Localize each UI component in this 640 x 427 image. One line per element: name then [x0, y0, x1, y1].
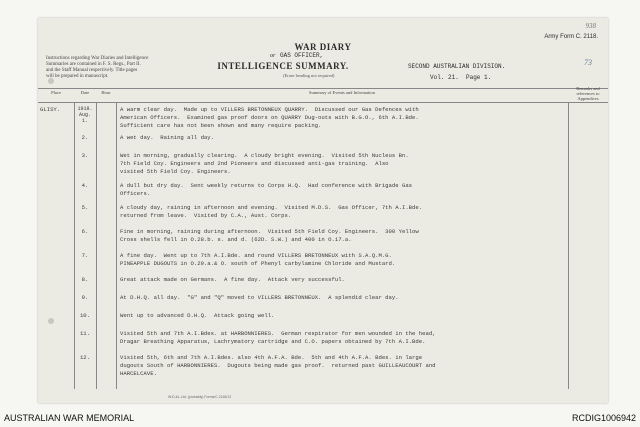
entry-date: 12.: [79, 354, 91, 361]
column-header-remarks: Remarks and references to Appendices: [576, 86, 600, 101]
entry-date: 8.: [81, 276, 89, 283]
diary-sheet: [38, 18, 608, 403]
entry-text: Visited 5th, 6th and 7th A.I.Bdes. also 4th A.F.A. Bde. 5th and 4th A.F.A. Bdes. in large dugouts South of HARBONNIERES. Dugouts being made gas proof. returned past GUILLEAUCOURT and HARCELCAVE.: [120, 354, 436, 377]
entry-text: A dull but dry day. Sent weekly returns to Corps H.Q. Had conference with Brigade Gas Officers.: [120, 182, 413, 197]
column-divider: [74, 102, 75, 389]
entry-text: Fine in morning, raining during afternoon. Visited 5th Field Coy. Engineers. 300 Yellow Cross shells fell in O.28.b. s. and d. (62D. S.W.) and 400 in O.17.a.: [120, 228, 419, 243]
column-header-hour: Hour: [101, 90, 111, 95]
column-divider: [568, 102, 569, 389]
instructions-line: and the Staff Manual respectively. Title pages: [46, 68, 138, 73]
entry-text: A fine day. Went up to 7th A.I.Bde. and round VILLERS BRETONNEUX with S.A.Q.M.G. PINEAPPLE DUGOUTS in O.29.a.& O. south of Phenyl carbylamine Chloride and Mustard.: [120, 252, 396, 267]
entry-date: 3.: [81, 152, 89, 159]
table-top-rule: [38, 88, 608, 89]
entry-text: A warm clear day. Made up to VILLERS BRETONNEUX QUARRY. Discussed our Gas Defences with American Officers. Examined gas proof doors on QUARRY Dug-outs with B.G.O., 6th A.I.Bde. Sufficient care has not been shown and many require packing.: [120, 106, 419, 129]
entry-text: Went up to advanced D.H.Q. Attack going well.: [120, 312, 275, 319]
entry-date: 1918. Aug. 1.: [77, 106, 93, 124]
erase-note: (Erase heading not required): [283, 73, 335, 78]
column-header-date: Date: [80, 90, 90, 95]
page-title: WAR DIARY: [294, 42, 352, 52]
handwritten-side: 73: [584, 58, 592, 67]
staff-typed: GAS OFFICER,: [280, 52, 324, 59]
handwritten-number: 938: [585, 22, 596, 30]
army-form: Army Form C. 2118.: [544, 34, 598, 40]
entry-text: At D.H.Q. all day. "G" and "Q" moved to VILLERS BRETONNEUX. A splendid clear day.: [120, 294, 399, 301]
volume: Vol. 21.: [430, 74, 459, 81]
entry-date: 6.: [81, 228, 89, 235]
entry-date: 9.: [81, 294, 89, 301]
entry-place: GLISY.: [40, 106, 61, 113]
column-header-summary: Summary of Events and Information: [309, 90, 375, 95]
instructions-line: Summaries are contained in F. S. Regs., Part II.: [46, 62, 141, 67]
column-divider: [96, 102, 97, 389]
entry-date: 7.: [81, 252, 89, 259]
page-subtitle: INTELLIGENCE SUMMARY.: [217, 61, 349, 71]
instructions-line: Instructions regarding War Diaries and Intelligence: [46, 56, 149, 61]
entry-date: 11.: [79, 330, 91, 337]
entry-text: Great attack made on Germans. A fine day. Attack very successful.: [120, 276, 345, 283]
division-typed: SECOND AUSTRALIAN DIVISION.: [408, 63, 506, 70]
or-label: or: [270, 53, 276, 59]
printer-note: W.D.&L.Ltd. (probably) Forms/C.2118/12: [168, 395, 232, 399]
instructions-line: will be prepared in manuscript.: [46, 74, 109, 79]
page-number: Page 1.: [466, 74, 492, 81]
entry-text: A cloudy day, raining in afternoon and evening. Visited M.D.S. Gas Officer, 7th A.I.Bde. returned from leave. Visited by C.A., Aust. Corps.: [120, 204, 423, 219]
entry-date: 4.: [81, 182, 89, 189]
record-id: RCDIG1006942: [571, 413, 636, 423]
table-header-rule: [38, 102, 608, 103]
entry-text: Visited 5th and 7th A.I.Bdes. at HARBONNIERES. German respirator for men wounded in the head, Dragar Breathing Apparatus, Lachrymatory cartridge and C.O. papers obtained by 7th A.I.Bde.: [120, 330, 436, 345]
archive-credit: AUSTRALIAN WAR MEMORIAL: [4, 413, 135, 423]
entry-date: 10.: [79, 312, 91, 319]
entry-text: A wet day. Raining all day.: [120, 134, 214, 141]
column-header-place: Place: [51, 90, 61, 95]
entry-text: Wet in morning, gradually clearing. A cloudy bright evening. Visited 5th Nucleus Bn. 7th Field Coy. Engineers and 2nd Pioneers and discussed anti-gas training. Also visited 5th Field Coy. Engineers.: [120, 152, 409, 175]
entry-date: 5.: [81, 204, 89, 211]
entry-date: 2.: [81, 134, 89, 141]
column-divider: [116, 102, 117, 389]
punch-hole: [48, 318, 54, 324]
